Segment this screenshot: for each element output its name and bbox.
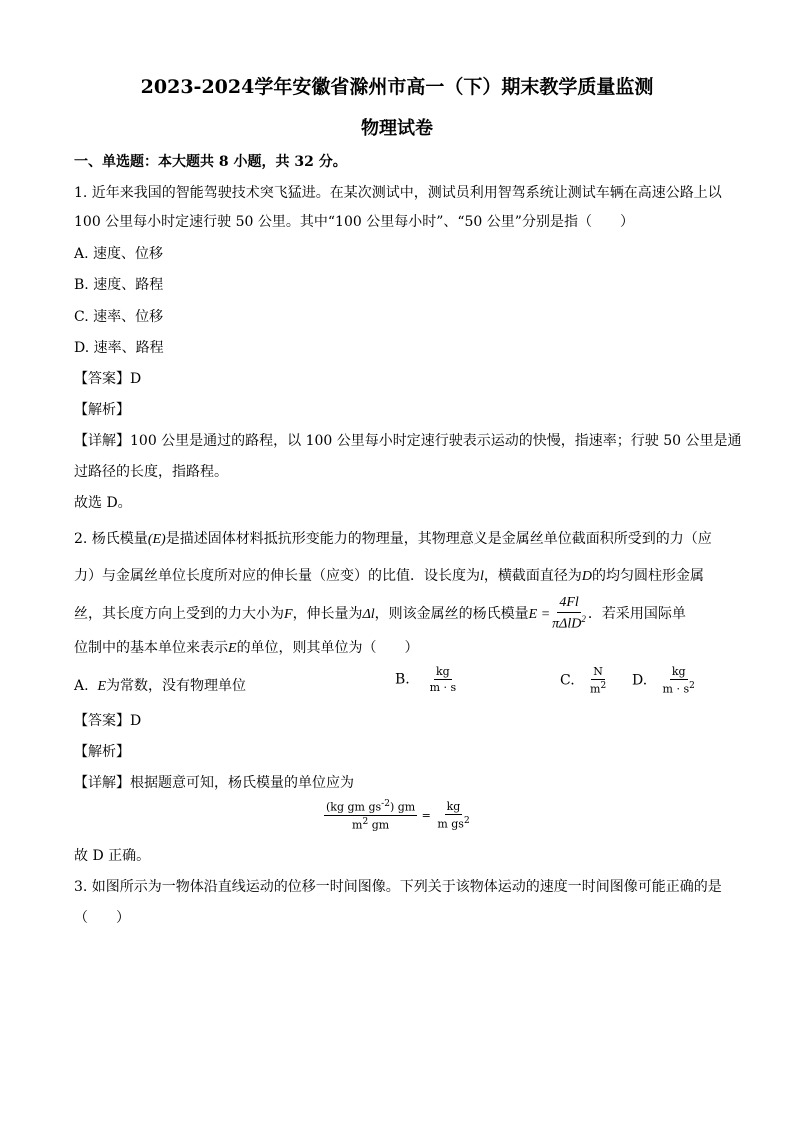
eq-rhs-denominator — [435, 815, 471, 830]
unit-derivation-equation — [324, 800, 472, 830]
option-b-fraction — [428, 666, 459, 693]
q2-text: 的均匀圆柱形金属 — [592, 568, 705, 584]
eq-part: (kg gm gs — [326, 800, 382, 814]
q2-analysis-tag: 【解析】 — [74, 744, 130, 760]
formula-den-base: πΔlD — [552, 616, 582, 632]
option-text: 为常数，没有物理单位 — [106, 678, 247, 694]
q1-conclusion: 故选 D。 — [74, 495, 132, 511]
q2-stem-line4 — [74, 638, 419, 659]
q2-text: 力）与金属丝单位长度所对应的伸长量（应变）的比值．设长度为 — [74, 568, 480, 584]
fraction-numerator: kg — [435, 665, 450, 678]
answer-value: D — [130, 371, 142, 387]
exam-title: 2023-2024学年安徽省滁州市高一（下）期末教学质量监测 — [140, 76, 654, 98]
eq-rhs-fraction — [435, 801, 471, 830]
detail-tag: 【详解】 — [74, 775, 130, 791]
den-exp: 2 — [689, 681, 695, 691]
young-modulus-formula — [550, 596, 588, 632]
eq-part: ) gm — [389, 800, 416, 814]
formula-numerator: 4Fl — [557, 596, 580, 613]
den-base: m · s — [662, 682, 690, 696]
q1-stem-line1: 1. 近年来我国的智能驾驶技术突飞猛进。在某次测试中，测试员利用智驾系统让测试车辆在高速公路上以 — [74, 185, 722, 201]
option-c-fraction — [588, 666, 608, 695]
option-label: B. — [395, 671, 410, 688]
q2-text: ．若采用国际单 — [587, 605, 686, 622]
formula-lhs: E = — [528, 606, 551, 622]
q2-stem-line3 — [74, 596, 686, 632]
q3-stem-line2: （ ） — [74, 910, 130, 926]
eq-part: m gs — [437, 817, 464, 831]
q2-detail — [74, 773, 354, 793]
answer-value: D — [130, 713, 142, 729]
q1-stem-line2: 100 公里每小时定速行驶 50 公里。其中“100 公里每小时”、“50 公里”分别是指（ ） — [74, 214, 634, 230]
q2-text: 位制中的基本单位来表示 — [74, 640, 228, 656]
answer-tag: 【答案】 — [74, 713, 130, 729]
q2-answer — [74, 711, 141, 731]
q3-stem-line1: 3. 如图所示为一物体沿直线运动的位移一时间图像。下列关于该物体运动的速度一时间图像可能正确的是 — [74, 879, 722, 895]
q1-option-d: D. 速率、路程 — [74, 340, 164, 356]
q1-answer — [74, 369, 141, 389]
q1-option-c: C. 速率、位移 — [74, 309, 164, 325]
q2-stem-line2 — [74, 566, 704, 587]
q1-option-b: B. 速度、路程 — [74, 277, 164, 293]
option-label: D. — [632, 672, 648, 689]
eq-lhs-fraction — [324, 800, 417, 830]
eq-lhs-numerator — [324, 800, 417, 816]
q2-text: ，则该金属丝的杨氏模量 — [374, 605, 529, 622]
var-D: D — [581, 569, 593, 584]
q2-option-a — [74, 676, 246, 697]
option-label: A. — [74, 678, 89, 694]
detail-tag: 【详解】 — [74, 433, 130, 449]
option-label: C. — [560, 672, 575, 689]
formula-den-exp: 2 — [581, 614, 586, 624]
den-base: m — [590, 682, 601, 696]
var-F: F — [284, 606, 293, 622]
eq-part: gm — [368, 818, 390, 832]
formula-denominator — [550, 613, 588, 632]
equals-sign: = — [421, 809, 431, 823]
eq-exp: 2 — [362, 816, 369, 827]
q2-text: 丝，其长度方向上受到的力大小为 — [74, 605, 284, 622]
fraction-denominator — [661, 680, 697, 695]
eq-part: m — [352, 818, 363, 832]
var-l: l — [480, 569, 484, 584]
fraction-numerator: N — [593, 665, 603, 678]
q2-text: 是描述固体材料抵抗形变能力的物理量，其物理意义是金属丝单位截面积所受到的力（应 — [165, 531, 712, 547]
section-heading: 一、单选题：本大题共 8 小题，共 32 分。 — [74, 154, 347, 170]
q2-stem-line1 — [74, 529, 712, 550]
q1-detail-line1 — [74, 431, 742, 451]
q1-analysis-tag: 【解析】 — [74, 402, 130, 418]
den-exp: 2 — [600, 681, 607, 691]
eq-rhs-numerator: kg — [446, 799, 461, 813]
exam-subtitle: 物理试卷 — [361, 118, 433, 139]
eq-exp: -2 — [381, 799, 390, 809]
eq-exp: 2 — [463, 815, 470, 826]
fraction-denominator — [588, 680, 608, 695]
eq-lhs-denominator — [350, 816, 391, 831]
q2-option-d — [632, 666, 697, 695]
fraction-denominator: m · s — [429, 681, 457, 694]
q1-option-a: A. 速度、位移 — [74, 246, 164, 262]
q2-option-b — [395, 666, 458, 693]
var-delta-l: Δl — [362, 606, 375, 622]
q2-conclusion: 故 D 正确。 — [74, 848, 151, 864]
detail-text: 根据题意可知，杨氏模量的单位应为 — [130, 775, 354, 791]
q2-text: ，伸长量为 — [292, 605, 363, 622]
detail-text: 100 公里是通过的路程，以 100 公里每小时定速行驶表示运动的快慢，指速率；行驶 50 公里是通 — [130, 433, 742, 449]
var-E: E — [97, 679, 107, 694]
var-E: E — [228, 641, 237, 656]
option-d-fraction — [661, 666, 697, 695]
answer-tag: 【答案】 — [74, 371, 130, 387]
q2-text: 的单位，则其单位为（ ） — [236, 640, 419, 656]
q2-option-c — [560, 666, 608, 695]
fraction-numerator: kg — [671, 665, 686, 678]
q1-detail-line2: 过路径的长度，指路程。 — [74, 464, 228, 480]
q2-text: ，横截面直径为 — [483, 568, 582, 584]
var-E: (E) — [147, 532, 166, 547]
q2-text: 2. 杨氏模量 — [74, 531, 148, 547]
